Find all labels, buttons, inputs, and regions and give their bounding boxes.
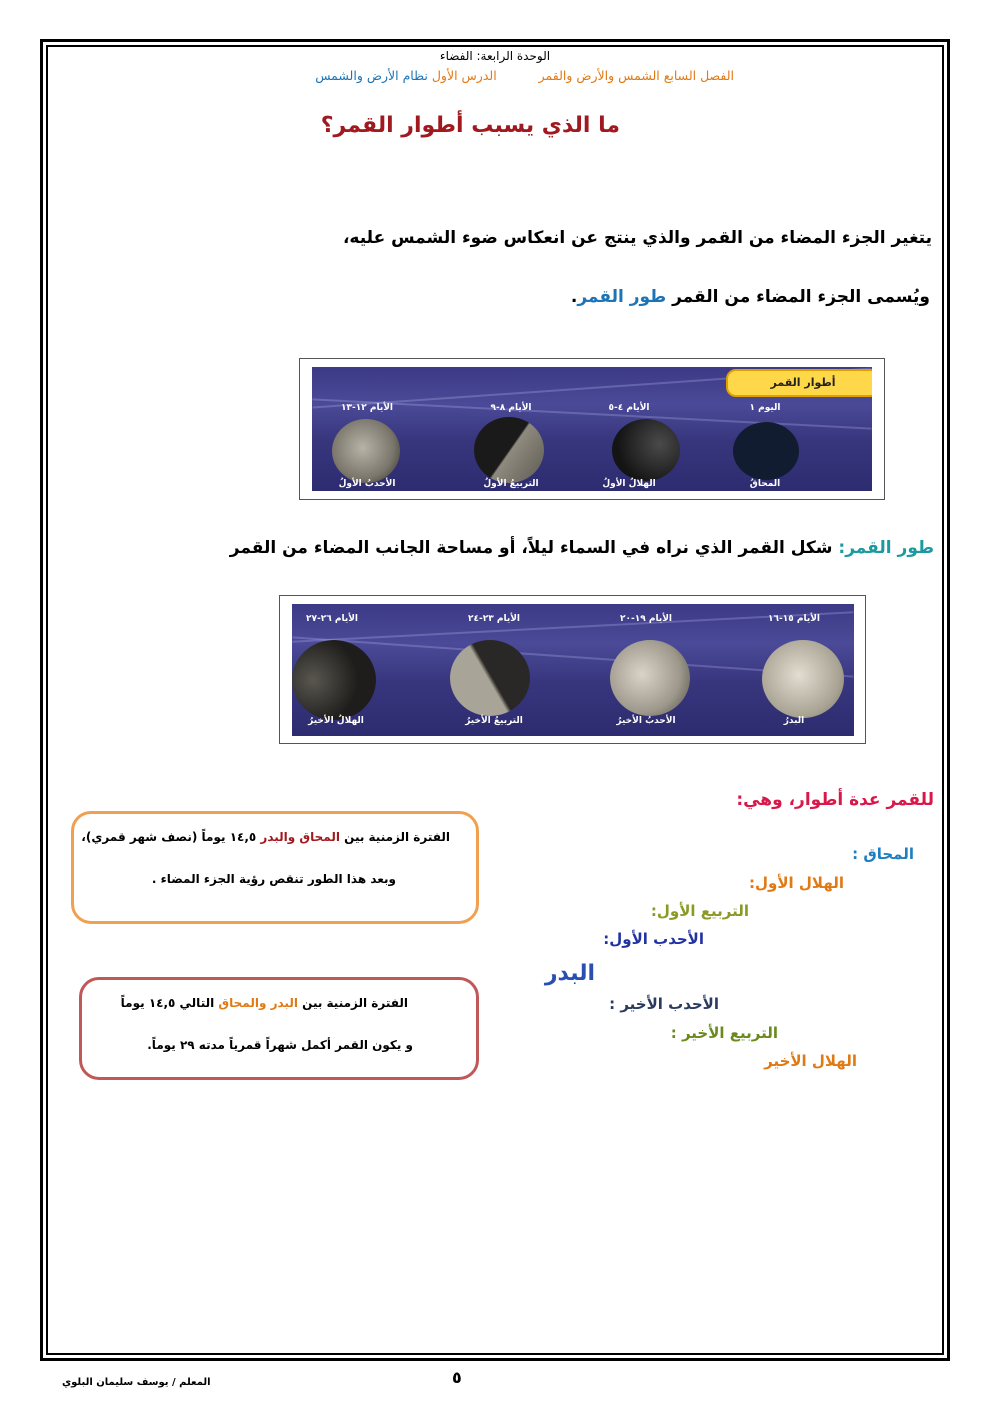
figure-tag: أطوار القمر xyxy=(726,369,872,397)
figure-1-panel xyxy=(312,367,872,491)
phase-list-item: الهلال الأخير xyxy=(764,1052,857,1070)
unit-heading: الوحدة الرابعة: الفضاء xyxy=(439,49,551,63)
phase-days-label: الأيام ٢٣-٢٤ xyxy=(467,614,521,624)
definition-line xyxy=(230,538,934,558)
first-quarter-moon-image xyxy=(474,417,544,483)
lesson-label: الدرس الأول xyxy=(431,68,497,83)
chapter-line xyxy=(315,68,734,83)
intro-paragraph: يتغير الجزء المضاء من القمر والذي ينتج عن انعكاس ضوء الشمس عليه، xyxy=(342,228,932,248)
phase-list-item: المحاق : xyxy=(852,845,914,863)
info-box-full-to-new xyxy=(79,977,479,1080)
term-paragraph-prefix: ويُسمى الجزء المضاء من القمر xyxy=(672,287,930,307)
new-moon-image xyxy=(733,422,799,480)
phases-heading: للقمر عدة أطوار، وهي: xyxy=(736,790,934,810)
highlight-text: البدر والمحاق xyxy=(218,996,298,1010)
phase-name-label: الهلالُ الأخيرُ xyxy=(308,716,364,726)
phase-name-label: الأحدبُ الأخيرُ xyxy=(616,716,676,726)
phase-name-label: الهلالُ الأولُ xyxy=(602,479,656,489)
phase-days-label: الأيام ٤-٥ xyxy=(608,403,650,413)
phase-name-label: البدرُ xyxy=(783,716,805,726)
page-number: ٥ xyxy=(452,1368,462,1387)
phase-name-label: المحاقُ xyxy=(749,479,781,489)
waning-gibbous-moon-image xyxy=(610,640,690,716)
phase-list-item: التربيع الأول: xyxy=(650,902,749,920)
term-highlight: طور القمر xyxy=(577,287,667,307)
term-paragraph xyxy=(571,287,930,307)
phase-days-label: اليوم ١ xyxy=(749,403,781,413)
teacher-name: المعلم / يوسف سليمان البلوي xyxy=(62,1377,211,1388)
waxing-crescent-moon-image xyxy=(612,419,680,481)
info-box-line: وبعد هذا الطور تنقص رؤية الجزء المضاء . xyxy=(151,872,396,886)
phase-name-label: الأحدبُ الأولُ xyxy=(338,479,396,489)
highlight-text: المحاق والبدر xyxy=(260,830,340,844)
page-title: ما الذي يسبب أطوار القمر؟ xyxy=(320,113,620,138)
phase-list-item: البدر xyxy=(544,961,595,986)
moon-phases-figure-2 xyxy=(279,595,866,744)
info-box-line: و يكون القمر أكمل شهراً قمرياً مدته ٢٩ يوماً. xyxy=(147,1038,413,1052)
chapter-label: الفصل السابع xyxy=(663,68,734,83)
info-box-new-to-full xyxy=(71,811,479,924)
phase-list-item: التربيع الأخير : xyxy=(670,1024,778,1042)
waning-crescent-moon-image xyxy=(292,640,376,720)
chapter-title: الشمس والأرض والقمر xyxy=(538,68,660,83)
info-box-line: الفترة الزمنية بين المحاق والبدر ١٤,٥ يوماً (نصف شهر قمري)، xyxy=(81,830,450,844)
phase-list-item: الهلال الأول: xyxy=(749,874,844,892)
definition-term: طور القمر: xyxy=(838,538,934,558)
waxing-gibbous-moon-image xyxy=(332,419,400,483)
full-moon-image xyxy=(762,640,844,718)
phase-name-label: التربيعُ الأولُ xyxy=(483,479,539,489)
phase-list-item: الأحدب الأول: xyxy=(603,930,704,948)
lesson-title: نظام الأرض والشمس xyxy=(315,68,428,83)
third-quarter-moon-image xyxy=(450,640,530,716)
phase-days-label: الأيام ٢٦-٢٧ xyxy=(305,614,359,624)
definition-text: شكل القمر الذي نراه في السماء ليلاً، أو مساحة الجانب المضاء من القمر xyxy=(229,538,833,558)
phase-list-item: الأحدب الأخير : xyxy=(609,995,719,1013)
info-box-line: الفترة الزمنية بين البدر والمحاق التالي ١٤,٥ يوماً xyxy=(120,996,408,1010)
phase-days-label: الأيام ١٢-١٣ xyxy=(340,403,394,413)
phase-name-label: التربيعُ الأخيرُ xyxy=(465,716,523,726)
phase-days-label: الأيام ١٥-١٦ xyxy=(767,614,821,624)
figure-2-panel xyxy=(292,604,854,736)
phase-days-label: الأيام ٨-٩ xyxy=(490,403,532,413)
moon-phases-figure-1 xyxy=(299,358,885,500)
phase-days-label: الأيام ١٩-٢٠ xyxy=(619,614,673,624)
term-paragraph-suffix: . xyxy=(570,287,578,307)
